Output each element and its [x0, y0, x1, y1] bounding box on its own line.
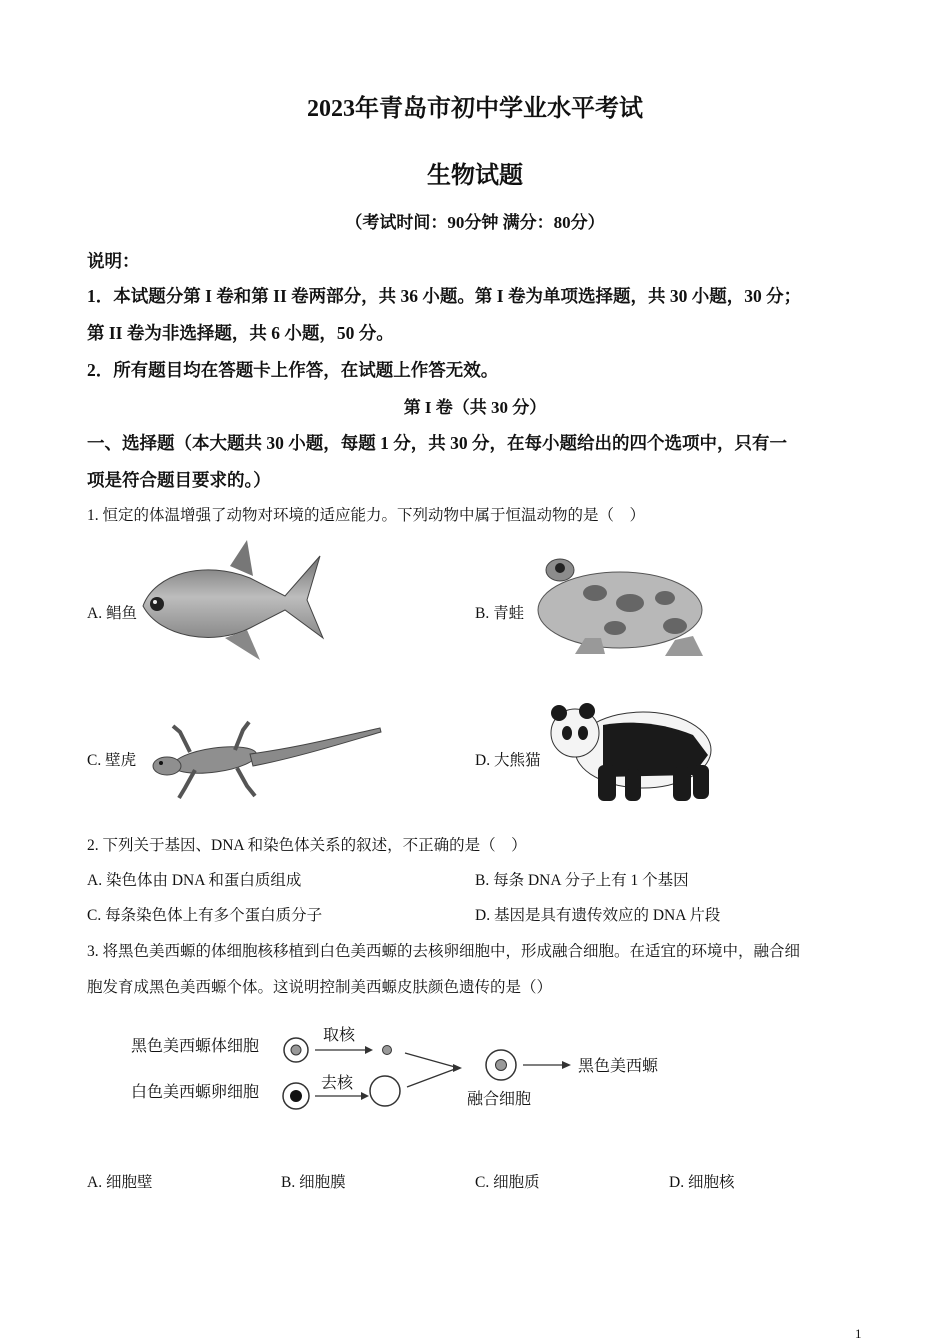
volume-title: 第 I 卷（共 30 分）: [403, 398, 547, 417]
subject-title: 生物试题: [427, 163, 523, 189]
part-heading-line-1: 一、选择题（本大题共 30 小题，每题 1 分，共 30 分，在每小题给出的四个选项中，只有一: [87, 433, 787, 453]
black-somatic-cell: [284, 1038, 308, 1062]
pomfret-fish-image: [135, 538, 330, 663]
part-heading-line-2: 项是符合题目要求的。）: [87, 470, 271, 490]
arrow-label-remove-nucleus: 去核: [321, 1073, 354, 1092]
q2-option-c: C. 每条染色体上有多个蛋白质分子: [87, 907, 323, 924]
giant-panda-image: [543, 695, 723, 805]
fused-cell: [486, 1050, 516, 1080]
page-number: 1: [855, 1326, 862, 1341]
nuclear-transfer-diagram: [125, 1015, 685, 1115]
q3-option-c: C. 细胞质: [475, 1174, 540, 1191]
q1-option-d: D. 大熊猫: [475, 752, 541, 769]
frog-image: [525, 548, 710, 658]
diagram-label-result: 黑色美西螈: [578, 1056, 659, 1075]
enucleated-egg: [370, 1076, 400, 1106]
q2-option-d: D. 基因是具有遗传效应的 DNA 片段: [475, 907, 721, 924]
instruction-item-1-line-1: 1．本试题分第 I 卷和第 II 卷两部分，共 36 小题。第 I 卷为单项选择题，共 30 小题，30 分；: [87, 286, 802, 306]
white-egg-cell: [283, 1083, 309, 1109]
instructions-label: 说明：: [87, 251, 140, 271]
q1-stem: 1. 恒定的体温增强了动物对环境的适应能力。下列动物中属于恒温动物的是（ ）: [87, 507, 646, 524]
q2-option-a: A. 染色体由 DNA 和蛋白质组成: [87, 872, 302, 889]
instruction-item-2: 2．所有题目均在答题卡上作答，在试题上作答无效。: [87, 360, 499, 380]
q3-option-d: D. 细胞核: [669, 1174, 735, 1191]
diagram-label-black-cell: 黑色美西螈体细胞: [131, 1036, 260, 1055]
diagram-label-white-egg: 白色美西螈卵细胞: [131, 1082, 260, 1101]
q1-option-b: B. 青蛙: [475, 605, 525, 622]
extracted-nucleus: [383, 1046, 392, 1055]
exam-info: （考试时间：90分钟 满分：80分）: [345, 213, 605, 232]
q3-stem-line-1: 3. 将黑色美西螈的体细胞核移植到白色美西螈的去核卵细胞中，形成融合细胞。在适宜的环境中，融合细: [87, 943, 801, 960]
q3-option-b: B. 细胞膜: [281, 1174, 346, 1191]
q1-option-c: C. 壁虎: [87, 752, 137, 769]
diagram-label-fused-cell: 融合细胞: [467, 1089, 532, 1108]
q2-option-b: B. 每条 DNA 分子上有 1 个基因: [475, 872, 689, 889]
q1-option-a: A. 鲳鱼: [87, 605, 137, 622]
q3-option-a: A. 细胞壁: [87, 1174, 153, 1191]
q3-stem-line-2: 胞发育成黑色美西螈个体。这说明控制美西螈皮肤颜色遗传的是（）: [87, 979, 553, 996]
exam-title: 2023年青岛市初中学业水平考试: [307, 96, 643, 122]
q2-stem: 2. 下列关于基因、DNA 和染色体关系的叙述，不正确的是（ ）: [87, 837, 527, 854]
arrow-label-take-nucleus: 取核: [323, 1025, 356, 1044]
instruction-item-1-line-2: 第 II 卷为非选择题，共 6 小题，50 分。: [87, 323, 394, 343]
gecko-image: [145, 718, 385, 808]
